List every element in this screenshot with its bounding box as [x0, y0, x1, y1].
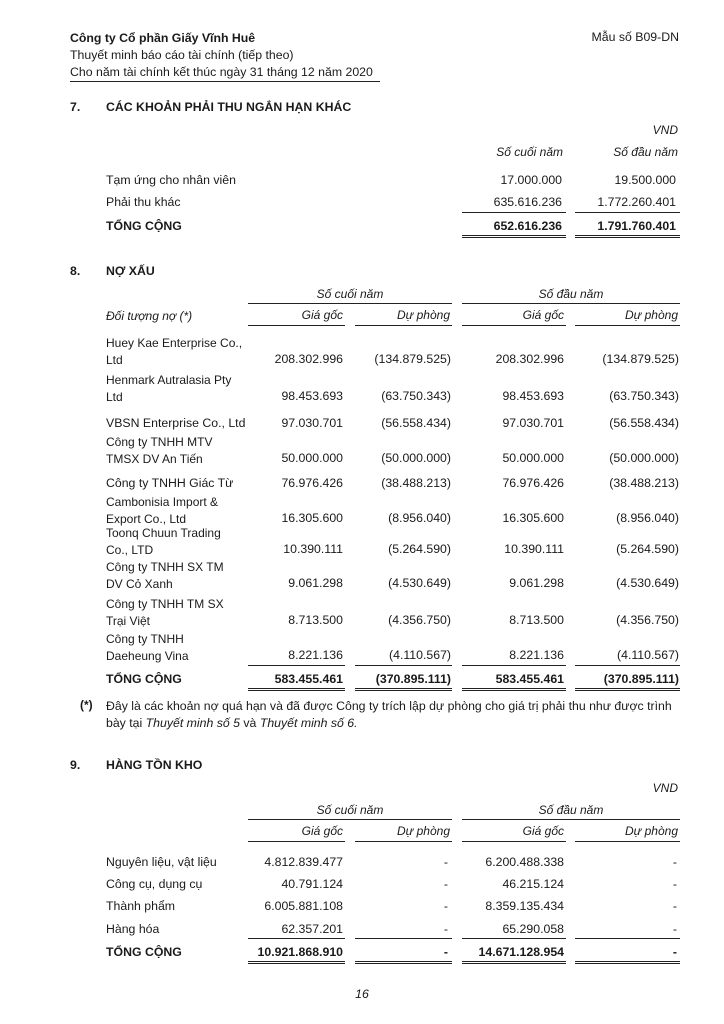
cost-end: 6.005.881.108 — [264, 899, 343, 913]
section7-currency: VND — [652, 123, 678, 137]
header-rule — [462, 841, 566, 842]
total-double-rule — [462, 961, 566, 964]
total-double-rule — [355, 688, 452, 691]
row-header: Đối tượng nợ (*) — [106, 309, 193, 323]
provision-end: (50.000.000) — [381, 451, 451, 465]
cost-end: 16.305.600 — [281, 511, 343, 525]
total-end: 652.616.236 — [493, 219, 562, 233]
value-begin: 19.500.000 — [614, 173, 676, 187]
total-double-rule — [248, 688, 345, 691]
provision-begin: - — [672, 877, 677, 891]
subtotal-rule — [575, 665, 680, 666]
sub-header: Dự phòng — [397, 824, 450, 838]
note-marker: (*) — [80, 698, 93, 712]
total-double-rule — [575, 688, 680, 691]
sub-header: Dự phòng — [397, 308, 450, 322]
cost-begin: 208.302.996 — [495, 352, 564, 366]
report-subtitle: Thuyết minh báo cáo tài chính (tiếp theo) — [70, 48, 294, 62]
cost-begin: 16.305.600 — [502, 511, 564, 525]
provision-begin: (4.530.649) — [616, 576, 679, 590]
group-rule — [248, 819, 452, 820]
provision-begin: (5.264.590) — [616, 542, 679, 556]
report-period: Cho năm tài chính kết thúc ngày 31 tháng 12 năm 2020 — [70, 65, 373, 79]
subtotal-rule — [355, 665, 452, 666]
total-provision-begin: (370.895.111) — [603, 672, 679, 686]
cost-begin: 76.976.426 — [502, 476, 564, 490]
cost-begin: 50.000.000 — [502, 451, 564, 465]
table-row — [0, 476, 724, 493]
debtor-name: Henmark Autralasia Pty Ltd — [106, 373, 232, 404]
total-row — [0, 945, 724, 962]
cost-end: 8.713.500 — [288, 613, 343, 627]
section7-col-end: Số cuối năm — [496, 145, 563, 159]
total-double-rule — [575, 235, 680, 238]
item-label: Nguyên liệu, vật liệu — [106, 855, 217, 869]
provision-end: - — [443, 899, 448, 913]
provision-begin: (8.956.040) — [616, 511, 679, 525]
header-rule — [248, 325, 345, 326]
group-rule — [248, 303, 452, 304]
group-header-end: Số cuối năm — [316, 287, 384, 301]
provision-begin: - — [672, 855, 677, 869]
total-begin: 1.791.760.401 — [597, 219, 676, 233]
provision-end: (4.110.567) — [389, 648, 451, 662]
table-row — [0, 352, 724, 369]
sub-header: Giá gốc — [301, 308, 343, 322]
cost-begin: 6.200.488.338 — [485, 855, 564, 869]
total-provision-end: - — [443, 945, 448, 959]
provision-begin: (134.879.525) — [602, 352, 679, 366]
table-row — [0, 648, 724, 665]
provision-begin: (38.488.213) — [609, 476, 679, 490]
subtotal-rule — [462, 665, 566, 666]
provision-begin: - — [672, 899, 677, 913]
cost-begin: 8.221.136 — [509, 648, 564, 662]
value-begin: 1.772.260.401 — [597, 195, 676, 209]
cost-begin: 98.453.693 — [502, 389, 564, 403]
debtor-name: Huey Kae Enterprise Co., Ltd — [106, 336, 243, 367]
debtor-name: VBSN Enterprise Co., Ltd — [106, 416, 246, 430]
provision-end: (38.488.213) — [381, 476, 451, 490]
footnote — [106, 698, 672, 732]
item-label: Hàng hóa — [106, 922, 160, 936]
subtotal-rule — [248, 665, 345, 666]
footnote-line: bày tại Thuyết minh số 5 và Thuyết minh số 6. — [106, 716, 358, 730]
header-rule — [575, 325, 680, 326]
cost-end: 50.000.000 — [281, 451, 343, 465]
table-row — [0, 195, 724, 212]
section7-title: CÁC KHOẢN PHẢI THU NGẮN HẠN KHÁC — [106, 100, 352, 114]
sub-header: Dự phòng — [625, 308, 678, 322]
cost-end: 76.976.426 — [281, 476, 343, 490]
provision-end: (4.356.750) — [388, 613, 451, 627]
sub-header: Dự phòng — [625, 824, 678, 838]
total-cost-end: 583.455.461 — [274, 672, 343, 686]
provision-end: (8.956.040) — [388, 511, 451, 525]
total-double-rule — [355, 961, 452, 964]
cost-begin: 8.359.135.434 — [485, 899, 564, 913]
section9-number: 9. — [70, 758, 81, 772]
table-row — [0, 576, 724, 593]
group-header-end: Số cuối năm — [316, 803, 384, 817]
section9-title: HÀNG TỒN KHO — [106, 758, 203, 772]
section8-number: 8. — [70, 264, 81, 278]
item-label: Công cụ, dụng cụ — [106, 877, 203, 891]
debtor-name: Toonq Chuun Trading Co., LTD — [106, 526, 221, 557]
sub-header: Giá gốc — [522, 308, 564, 322]
group-header-begin: Số đầu năm — [538, 287, 604, 301]
table-row — [0, 451, 724, 468]
item-label: Thành phẩm — [106, 899, 176, 913]
table-row — [0, 416, 724, 433]
value-end: 635.616.236 — [493, 195, 562, 209]
subtotal-rule — [462, 938, 566, 939]
debtor-name: Công ty TNHH MTV TMSX DV An Tiến — [106, 435, 213, 466]
sub-header: Giá gốc — [301, 824, 343, 838]
table-row — [0, 899, 724, 916]
total-row — [0, 219, 724, 236]
provision-end: (134.879.525) — [374, 352, 451, 366]
sub-header: Giá gốc — [522, 824, 564, 838]
company-name: Công ty Cổ phần Giấy Vĩnh Huê — [70, 31, 256, 45]
debtor-name: Công ty TNHH Daeheung Vina — [106, 632, 189, 663]
table-row — [0, 389, 724, 406]
total-row — [0, 672, 724, 689]
debtor-name: Công ty TNHH TM SX Trại Việt — [106, 597, 224, 628]
header-rule — [355, 325, 452, 326]
total-label: TỔNG CỘNG — [106, 219, 182, 233]
provision-end: (4.530.649) — [388, 576, 451, 590]
header-rule — [248, 841, 345, 842]
row-label: Tạm ứng cho nhân viên — [106, 173, 236, 187]
provision-begin: (4.356.750) — [616, 613, 679, 627]
header-rule — [70, 81, 380, 82]
total-double-rule — [248, 961, 345, 964]
group-rule — [462, 819, 680, 820]
group-header-begin: Số đầu năm — [538, 803, 604, 817]
total-label: TỔNG CỘNG — [106, 672, 182, 686]
total-cost-begin: 583.455.461 — [495, 672, 564, 686]
cost-end: 208.302.996 — [274, 352, 343, 366]
cost-end: 4.812.839.477 — [264, 855, 343, 869]
provision-begin: (63.750.343) — [609, 389, 679, 403]
group-rule — [462, 303, 680, 304]
cost-end: 40.791.124 — [281, 877, 343, 891]
cost-begin: 65.290.058 — [502, 922, 564, 936]
cost-end: 62.357.201 — [281, 922, 343, 936]
table-row — [0, 613, 724, 630]
table-row — [0, 173, 724, 190]
provision-end: - — [443, 922, 448, 936]
cost-end: 97.030.701 — [281, 416, 343, 430]
cost-begin: 97.030.701 — [502, 416, 564, 430]
provision-end: (56.558.434) — [381, 416, 451, 430]
total-provision-begin: - — [672, 945, 677, 959]
subtotal-rule — [355, 938, 452, 939]
section7-col-begin: Số đầu năm — [613, 145, 678, 159]
section8-title: NỢ XẤU — [106, 264, 155, 278]
section7-number: 7. — [70, 100, 81, 114]
provision-end: (63.750.343) — [381, 389, 451, 403]
document-header — [70, 30, 373, 81]
total-provision-end: (370.895.111) — [375, 672, 451, 686]
cost-begin: 9.061.298 — [509, 576, 564, 590]
header-rule — [462, 325, 566, 326]
cost-end: 98.453.693 — [281, 389, 343, 403]
cost-begin: 8.713.500 — [509, 613, 564, 627]
footnote-line: Đây là các khoản nợ quá hạn và đã được Công ty trích lập dự phòng cho giá trị phải thu như được trình — [106, 699, 672, 713]
total-label: TỔNG CỘNG — [106, 945, 182, 959]
provision-end: - — [443, 877, 448, 891]
page-number: 16 — [355, 987, 369, 1001]
cost-end: 8.221.136 — [288, 648, 343, 662]
total-cost-begin: 14.671.128.954 — [478, 945, 564, 959]
total-cost-end: 10.921.868.910 — [257, 945, 343, 959]
provision-end: (5.264.590) — [388, 542, 451, 556]
provision-end: - — [443, 855, 448, 869]
subtotal-rule — [575, 938, 680, 939]
provision-begin: (4.110.567) — [617, 648, 679, 662]
total-double-rule — [462, 235, 566, 238]
table-row — [0, 542, 724, 559]
form-code: Mẫu số B09-DN — [591, 30, 679, 44]
cost-end: 10.390.111 — [283, 542, 343, 556]
subtotal-rule — [575, 212, 680, 213]
provision-begin: - — [672, 922, 677, 936]
debtor-name: Công ty TNHH Giác Từ — [106, 476, 234, 490]
debtor-name: Công ty TNHH SX TM DV Cỏ Xanh — [106, 560, 224, 591]
debtor-name: Cambonisia Import & Export Co., Ltd — [106, 495, 219, 526]
value-end: 17.000.000 — [500, 173, 562, 187]
total-double-rule — [575, 961, 680, 964]
subtotal-rule — [462, 212, 566, 213]
section9-currency: VND — [652, 781, 678, 795]
cost-begin: 46.215.124 — [502, 877, 564, 891]
provision-begin: (50.000.000) — [609, 451, 679, 465]
subtotal-rule — [248, 938, 345, 939]
cost-end: 9.061.298 — [288, 576, 343, 590]
total-double-rule — [462, 688, 566, 691]
header-rule — [355, 841, 452, 842]
table-row — [0, 922, 724, 939]
row-label: Phải thu khác — [106, 195, 181, 209]
cost-begin: 10.390.111 — [504, 542, 564, 556]
provision-begin: (56.558.434) — [609, 416, 679, 430]
header-rule — [575, 841, 680, 842]
table-row — [0, 877, 724, 894]
table-row — [0, 855, 724, 872]
